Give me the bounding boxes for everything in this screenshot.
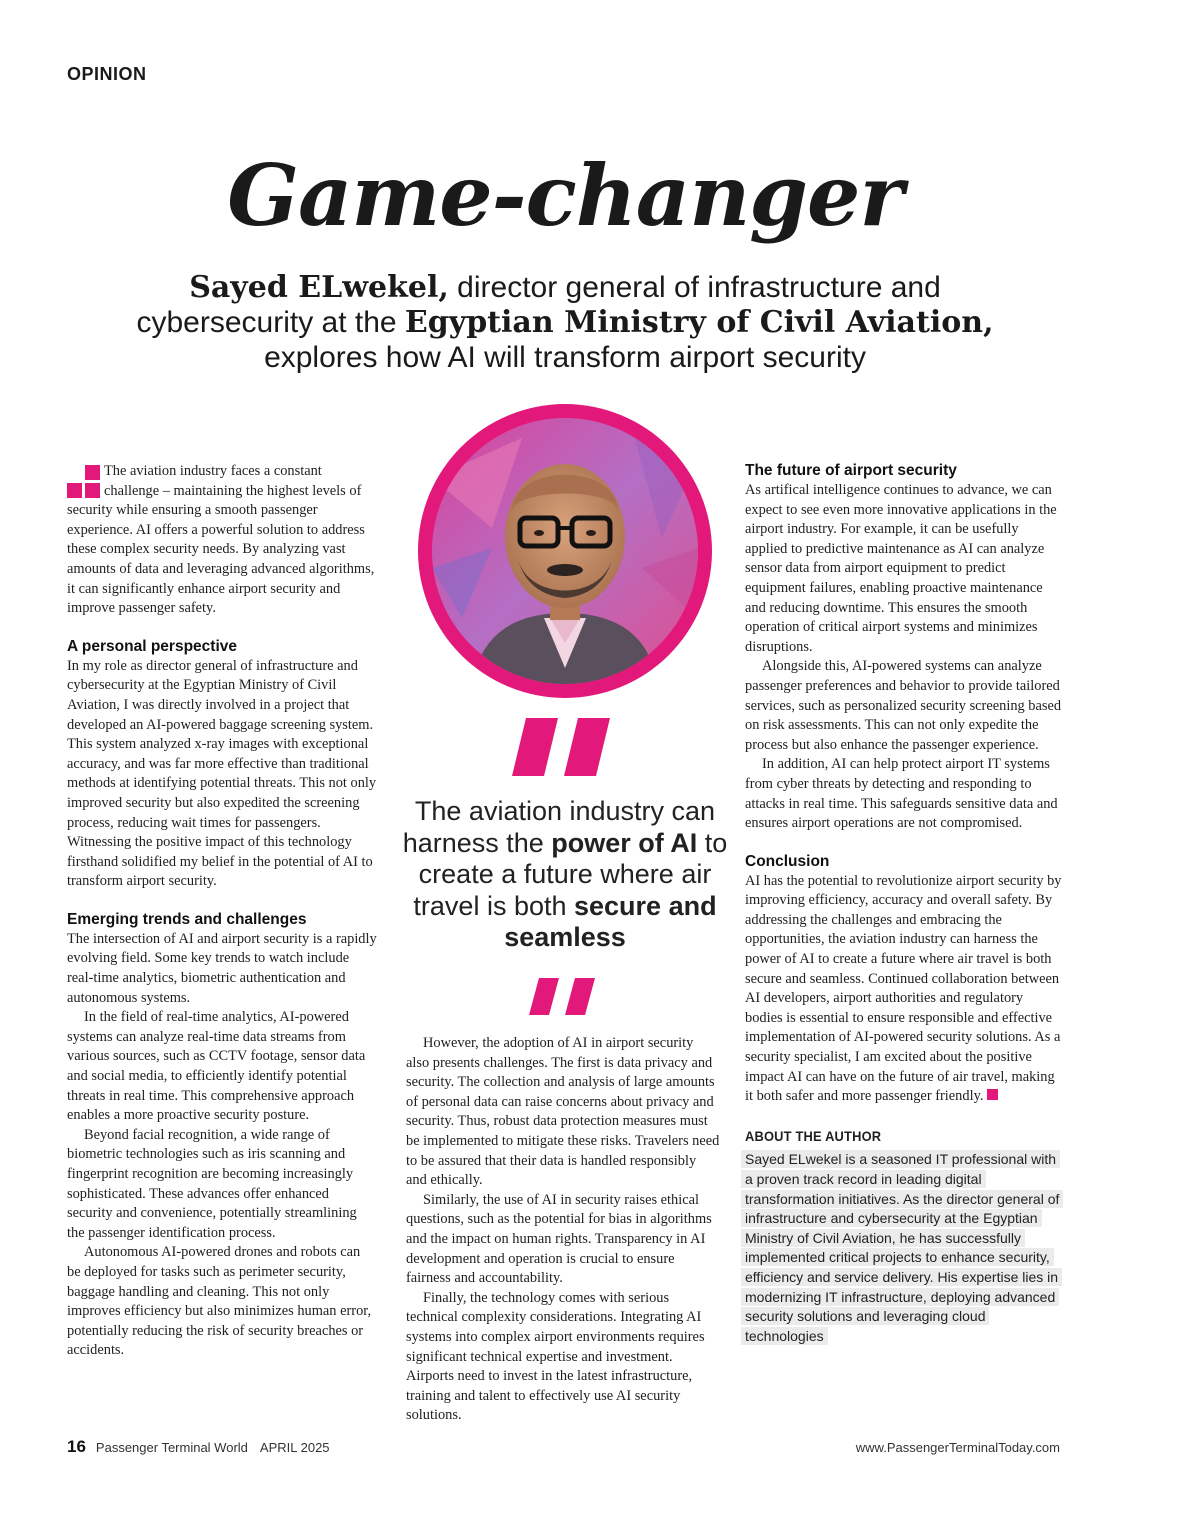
heading-personal-perspective: A personal perspective — [67, 637, 237, 655]
portrait-illustration — [432, 418, 698, 684]
open-quote-icon — [512, 718, 610, 776]
ministry-name: Egyptian Ministry of Civil Aviation, — [404, 305, 994, 340]
headline: Game-changer — [227, 146, 903, 245]
about-author-heading: ABOUT THE AUTHOR — [745, 1127, 882, 1144]
standfirst-text-2: explores how AI will transform airport security — [264, 341, 866, 374]
paragraph: However, the adoption of AI in airport security also presents challenges. The first is data privacy and security. The collection and analysis of large amounts of personal data can raise concerns about privacy and security. Thus, robust data protection measures must be implemented to mitigate these risks. Travelers need to be assured that their data is handled responsibly and ethically. — [406, 1035, 720, 1189]
paragraph: Alongside this, AI-powered systems can analyze passenger preferences and behavior to provide tailored services, such as personalized security screening based on risk assessments. This can not only expedite the process but also enhance the passenger experience. — [745, 658, 1062, 753]
author-photo — [432, 418, 698, 684]
intro-paragraph: The aviation industry faces a constant challenge – maintaining the highest levels of security while ensuring a smooth passenger experience. AI offers a powerful solution to address these complex security needs. By analyzing vast amounts of data and leveraging advanced algorithms, it can significantly enhance airport security and improve passenger safety. — [67, 463, 375, 617]
paragraph: The intersection of AI and airport security is a rapidly evolving field. Some key trends to watch include real-time analytics, biometric authentication and autonomous systems. — [67, 930, 377, 1006]
article-column-3 — [745, 461, 1063, 1346]
about-author-text: Sayed ELwekel is a seasoned IT professional with a proven track record in leading digital transformation initiatives. As the director general of infrastructure and cybersecurity at the Egyptian Ministry of Civil Aviation, he has successfully implemented critical projects to enhance security, efficiency and service delivery. His expertise lies in modernizing IT infrastructure, deploying advanced security solutions and leveraging cloud technologies — [745, 1151, 1060, 1344]
pull-quote: The aviation industry can harness the power of AI to create a future where air travel is both secure and seamless — [402, 796, 728, 952]
close-quote-icon — [529, 978, 595, 1015]
author-name: Sayed ELwekel, — [189, 270, 449, 305]
footer-left — [67, 1437, 330, 1457]
heading-emerging-trends: Emerging trends and challenges — [67, 910, 307, 928]
heading-future-airport-security: The future of airport security — [745, 462, 957, 479]
standfirst-text-1: director general of infrastructure and cybersecurity at the — [136, 271, 941, 339]
section-label: OPINION — [67, 64, 147, 84]
paragraph: Similarly, the use of AI in security raises ethical questions, such as the potential for bias in algorithms and the impact on human rights. Transparency in AI development and operation is crucial to ensure fairness and accountability. — [406, 1191, 712, 1287]
magazine-name: Passenger Terminal World — [95, 1440, 248, 1455]
end-mark-icon — [987, 1089, 998, 1100]
paragraph: In the field of real-time analytics, AI-powered systems can analyze real-time data streams from various sources, such as CCTV footage, sensor data and social media, to efficiently identify potential threats in real time. This comprehensive approach enables a more proactive security posture. — [67, 1009, 366, 1124]
paragraph: Autonomous AI-powered drones and robots can be deployed for tasks such as perimeter security, baggage handling and cleaning. This not only improves efficiency but also minimizes human error, potentially reducing the risk of security breaches or accidents. — [67, 1244, 372, 1359]
author-portrait — [418, 404, 712, 698]
paragraph: Finally, the technology comes with serious technical complexity considerations. Integrating AI systems into complex airport environments requires significant technical expertise and investment. Airports need to invest in the latest infrastructure, training and talent to effectively use AI security solutions. — [406, 1289, 705, 1424]
website-url: www.PassengerTerminalToday.com — [855, 1440, 1060, 1455]
paragraph: As artifical intelligence continues to advance, we can expect to see even more innovative applications in the airport industry. For example, it can be usefully applied to predictive maintenance as AI can analyze sensor data from airport equipment to predict equipment failures, enabling proactive maintenance and reducing downtime. This ensures the smooth operation of critical airport systems and minimizes disruptions. — [745, 482, 1057, 655]
article-column-2 — [406, 1034, 720, 1426]
issue-date: APRIL 2025 — [259, 1440, 330, 1455]
paragraph: In my role as director general of infrastructure and cybersecurity at the Egyptian Ministry of Civil Aviation, I was directly involved in a project that developed an AI-powered baggage screening system. This system analyzed x-ray images with exceptional accuracy, and was far more effective than traditional methods at identifying potential threats. This not only improved security but also expedited the screening process, reducing wait times for passengers. Witnessing the positive impact of this technology firsthand solidified my belief in the potential of AI to transform airport security. — [67, 657, 377, 890]
paragraph: In addition, AI can help protect airport IT systems from cyber threats by detecting and responding to attacks in real time. This safeguards sensitive data and ensures airport operations are not compromised. — [745, 756, 1058, 832]
standfirst — [120, 270, 1010, 375]
article-column-1 — [67, 462, 377, 1361]
page-number: 16 — [67, 1437, 86, 1456]
squares-drop-mark-icon — [67, 465, 101, 499]
paragraph: AI has the potential to revolutionize airport security by improving efficiency, accuracy and overall safety. By addressing the challenges and embracing the opportunities, the aviation industry can harness the power of AI to create a future where air travel is both secure and seamless. Continued collaboration between AI developers, airport authorities and regulatory bodies is essential to ensure responsible and effective implementation of AI-powered security solutions. As a security specialist, I am excited about the positive impact AI can have on the future of air travel, making it both safer and more passenger friendly. — [745, 872, 1062, 1105]
heading-conclusion: Conclusion — [745, 852, 830, 870]
paragraph: Beyond facial recognition, a wide range of biometric technologies such as iris scanning and fingerprint recognition are becoming increasingly sophisticated. These advances offer enhanced security and convenience, potentially streamlining the passenger identification process. — [67, 1126, 357, 1241]
